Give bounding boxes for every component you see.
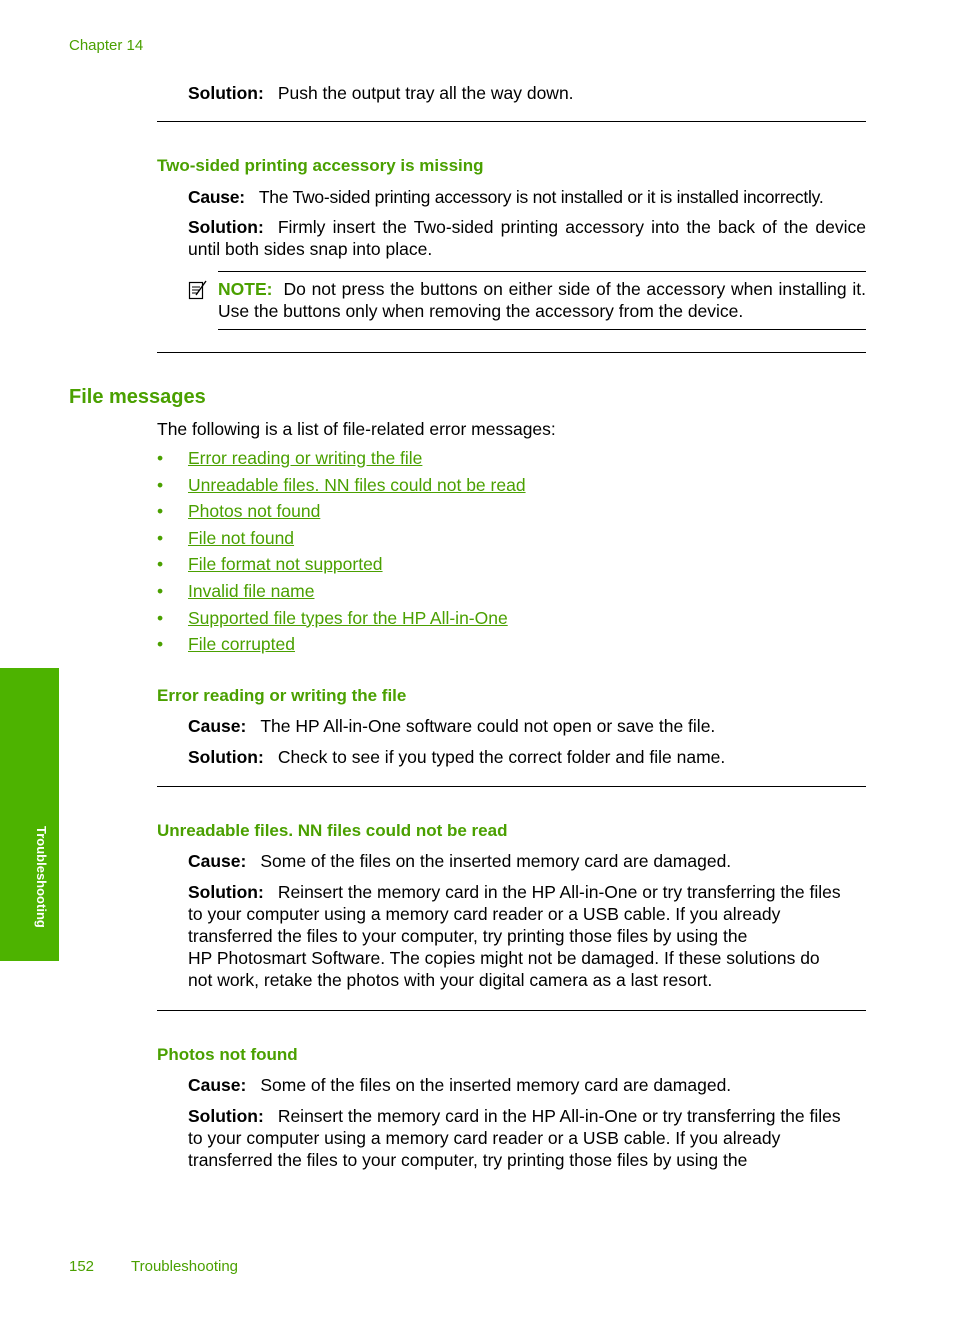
list-item: • Error reading or writing the file xyxy=(157,448,423,468)
cause-text: The Two-sided printing accessory is not installed or it is installed incorrectly. xyxy=(258,187,824,207)
note-text: Do not press the buttons on either side of the accessory when installing it. Use the buttons only when removing the accessory from the device. xyxy=(218,279,866,321)
solution-text: Check to see if you typed the correct folder and file name. xyxy=(277,747,726,767)
solution-paragraph xyxy=(188,881,868,991)
solution-text: Firmly insert the Two-sided printing accessory into the back of the device until both sides snap into place. xyxy=(188,217,866,259)
section-heading-photos-not-found: Photos not found xyxy=(157,1045,298,1064)
cause-label: Cause: xyxy=(188,851,247,871)
solution-label: Solution: xyxy=(188,882,264,902)
solution-line: HP Photosmart Software. The copies might not be damaged. If these solutions do xyxy=(188,948,820,968)
cause-label: Cause: xyxy=(188,187,245,207)
top-solution xyxy=(188,82,868,104)
note-icon xyxy=(188,279,208,301)
section-heading-two-sided: Two-sided printing accessory is missing xyxy=(157,156,484,175)
side-tab xyxy=(0,668,59,961)
divider xyxy=(157,121,866,122)
cause-paragraph xyxy=(188,186,868,208)
side-tab-label: Troubleshooting xyxy=(34,826,49,928)
section-heading-error-rw: Error reading or writing the file xyxy=(157,686,407,705)
solution-line: transferred the files to your computer, try printing those files by using the xyxy=(188,1150,748,1170)
cause-label: Cause: xyxy=(188,716,247,736)
solution-label: Solution: xyxy=(188,1106,264,1126)
solution-line: transferred the files to your computer, try printing those files by using the xyxy=(188,926,748,946)
intro-text: The following is a list of file-related error messages: xyxy=(157,419,556,439)
list-item: • Photos not found xyxy=(157,501,321,522)
solution-label: Solution: xyxy=(188,217,264,237)
list-item: • File not found xyxy=(157,527,295,548)
solution-line: to your computer using a memory card reader or a USB cable. If you already xyxy=(188,1128,781,1148)
note-top-rule xyxy=(218,271,866,272)
note-bottom-rule xyxy=(218,329,866,330)
divider xyxy=(157,352,866,353)
list-item: • Unreadable files. NN files could not be read xyxy=(157,474,526,495)
cause-paragraph xyxy=(188,715,868,737)
solution-paragraph xyxy=(188,216,866,260)
chapter-label: Chapter 14 xyxy=(69,37,144,54)
link-file-format-not-supported[interactable]: File format not supported xyxy=(188,554,383,575)
link-file-not-found[interactable]: File not found xyxy=(188,527,295,548)
link-invalid-file-name[interactable]: Invalid file name xyxy=(188,580,315,601)
list-item: • Supported file types for the HP All-in-One xyxy=(157,607,508,628)
divider xyxy=(157,786,866,787)
solution-paragraph xyxy=(188,1105,868,1171)
note-label: NOTE: xyxy=(218,279,273,299)
footer-section: Troubleshooting xyxy=(131,1258,239,1275)
solution-label: Solution: xyxy=(188,747,264,767)
cause-text: Some of the files on the inserted memory card are damaged. xyxy=(260,1075,732,1095)
section-heading-file-messages: File messages xyxy=(69,386,206,408)
solution-line: Solution: Reinsert the memory card in the HP All-in-One or try transferring the files xyxy=(188,1106,841,1126)
solution-paragraph xyxy=(188,746,868,768)
link-photos-not-found[interactable]: Photos not found xyxy=(188,501,321,522)
link-supported-file-types[interactable]: Supported file types for the HP All-in-One xyxy=(188,607,508,628)
solution-line: Solution: Reinsert the memory card in the HP All-in-One or try transferring the files xyxy=(188,882,841,902)
solution-label: Solution: xyxy=(188,83,264,103)
divider xyxy=(157,1010,866,1011)
cause-text: The HP All-in-One software could not open or save the file. xyxy=(260,716,716,736)
link-unreadable-files[interactable]: Unreadable files. NN files could not be read xyxy=(188,474,526,495)
cause-paragraph xyxy=(188,850,868,872)
solution-line: to your computer using a memory card reader or a USB cable. If you already xyxy=(188,904,781,924)
cause-label: Cause: xyxy=(188,1075,247,1095)
solution-text: Push the output tray all the way down. xyxy=(277,83,574,103)
list-item: • Invalid file name xyxy=(157,580,315,601)
link-file-corrupted[interactable]: File corrupted xyxy=(188,634,295,655)
cause-paragraph xyxy=(188,1074,868,1096)
section-heading-unreadable: Unreadable files. NN files could not be read xyxy=(157,821,508,840)
list-item: • File corrupted xyxy=(157,634,295,655)
page-number: 152 xyxy=(69,1258,95,1275)
link-error-reading-writing[interactable]: Error reading or writing the file xyxy=(188,448,423,468)
note-paragraph xyxy=(218,278,866,322)
cause-text: Some of the files on the inserted memory card are damaged. xyxy=(260,851,732,871)
solution-line: not work, retake the photos with your digital camera as a last resort. xyxy=(188,970,713,990)
list-item: • File format not supported xyxy=(157,554,383,575)
file-message-link-list xyxy=(157,447,526,660)
